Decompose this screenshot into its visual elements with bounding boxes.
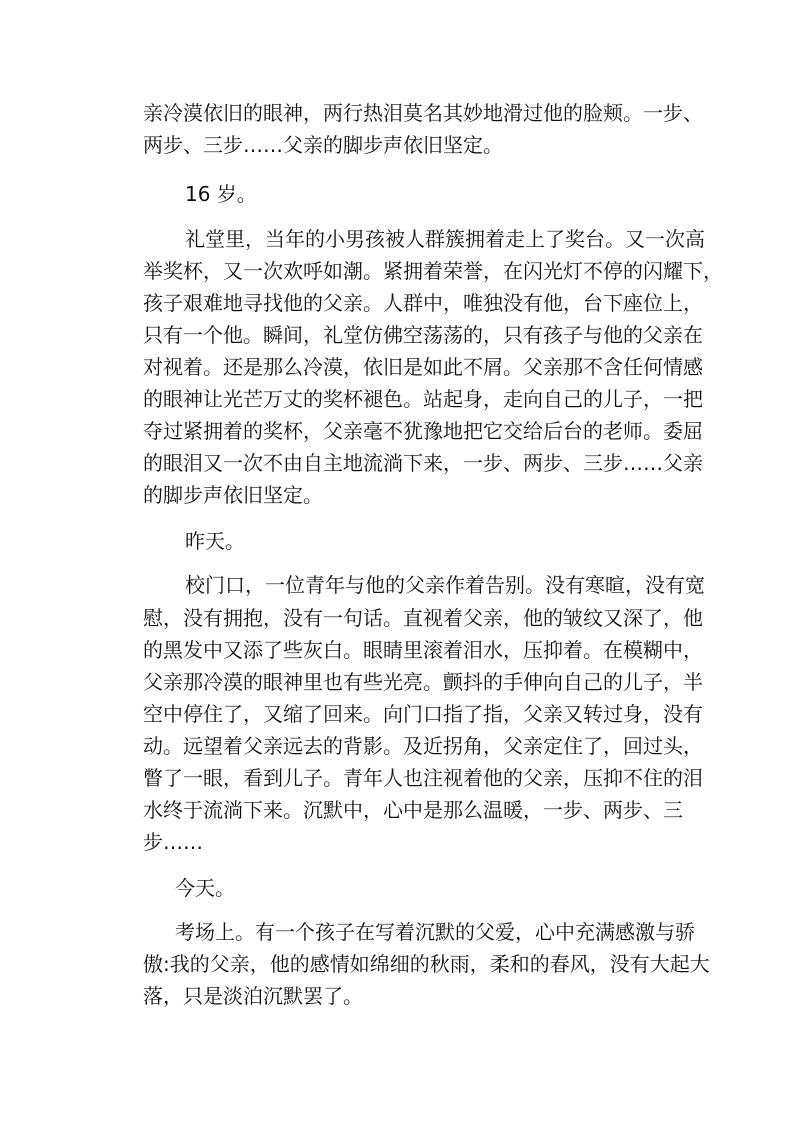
text-line: 考场上。有一个孩子在写着沉默的父爱，心中充满感激与骄 bbox=[175, 920, 695, 944]
text-line: 慰，没有拥抱，没有一句话。直视着父亲，他的皱纹又深了，他 bbox=[143, 606, 703, 630]
text-line: 对视着。还是那么冷漠，依旧是如此不屑。父亲那不含任何情感 bbox=[143, 355, 703, 379]
text-line: 落，只是淡泊沉默罢了。 bbox=[143, 984, 363, 1008]
section-heading: 今天。 bbox=[175, 876, 235, 900]
text-line: 两步、三步……父亲的脚步声依旧坚定。 bbox=[143, 133, 503, 157]
text-line: 只有一个他。瞬间，礼堂仿佛空荡荡的，只有孩子与他的父亲在 bbox=[143, 323, 703, 347]
text-line: 父亲那冷漠的眼神里也有些光亮。颤抖的手伸向自己的儿子，半 bbox=[143, 670, 703, 694]
text-line: 礼堂里，当年的小男孩被人群簇拥着走上了奖台。又一次高 bbox=[185, 227, 705, 251]
text-line: 动。远望着父亲远去的背影。及近拐角，父亲定住了，回过头， bbox=[143, 734, 703, 758]
text-line: 夺过紧拥着的奖杯，父亲毫不犹豫地把它交给后台的老师。委屈 bbox=[143, 419, 703, 443]
text-line: 校门口，一位青年与他的父亲作着告别。没有寒暄，没有宽 bbox=[185, 573, 705, 597]
text-line: 的眼泪又一次不由自主地流淌下来，一步、两步、三步……父亲 bbox=[143, 451, 703, 475]
text-line: 孩子艰难地寻找他的父亲。人群中，唯独没有他，台下座位上， bbox=[143, 291, 703, 315]
text-line: 的黑发中又添了些灰白。眼睛里滚着泪水，压抑着。在模糊中， bbox=[143, 638, 703, 662]
section-heading: 16 岁。 bbox=[185, 182, 257, 206]
text-line: 亲冷漠依旧的眼神，两行热泪莫名其妙地滑过他的脸颊。一步、 bbox=[143, 101, 703, 125]
section-heading: 昨天。 bbox=[185, 529, 245, 553]
text-line: 瞥了一眼，看到儿子。青年人也注视着他的父亲，压抑不住的泪 bbox=[143, 766, 703, 790]
text-line: 举奖杯，又一次欢呼如潮。紧拥着荣誉，在闪光灯不停的闪耀下， bbox=[143, 259, 723, 283]
text-line: 步…… bbox=[143, 830, 203, 854]
text-line: 的脚步声依旧坚定。 bbox=[143, 483, 323, 507]
text-line: 的眼神让光芒万丈的奖杯褪色。站起身，走向自己的儿子，一把 bbox=[143, 387, 703, 411]
text-line: 水终于流淌下来。沉默中，心中是那么温暖，一步、两步、三 bbox=[143, 798, 683, 822]
text-line: 傲:我的父亲，他的感情如绵细的秋雨，柔和的春风，没有大起大 bbox=[143, 952, 710, 976]
text-line: 空中停住了，又缩了回来。向门口指了指，父亲又转过身，没有 bbox=[143, 702, 703, 726]
